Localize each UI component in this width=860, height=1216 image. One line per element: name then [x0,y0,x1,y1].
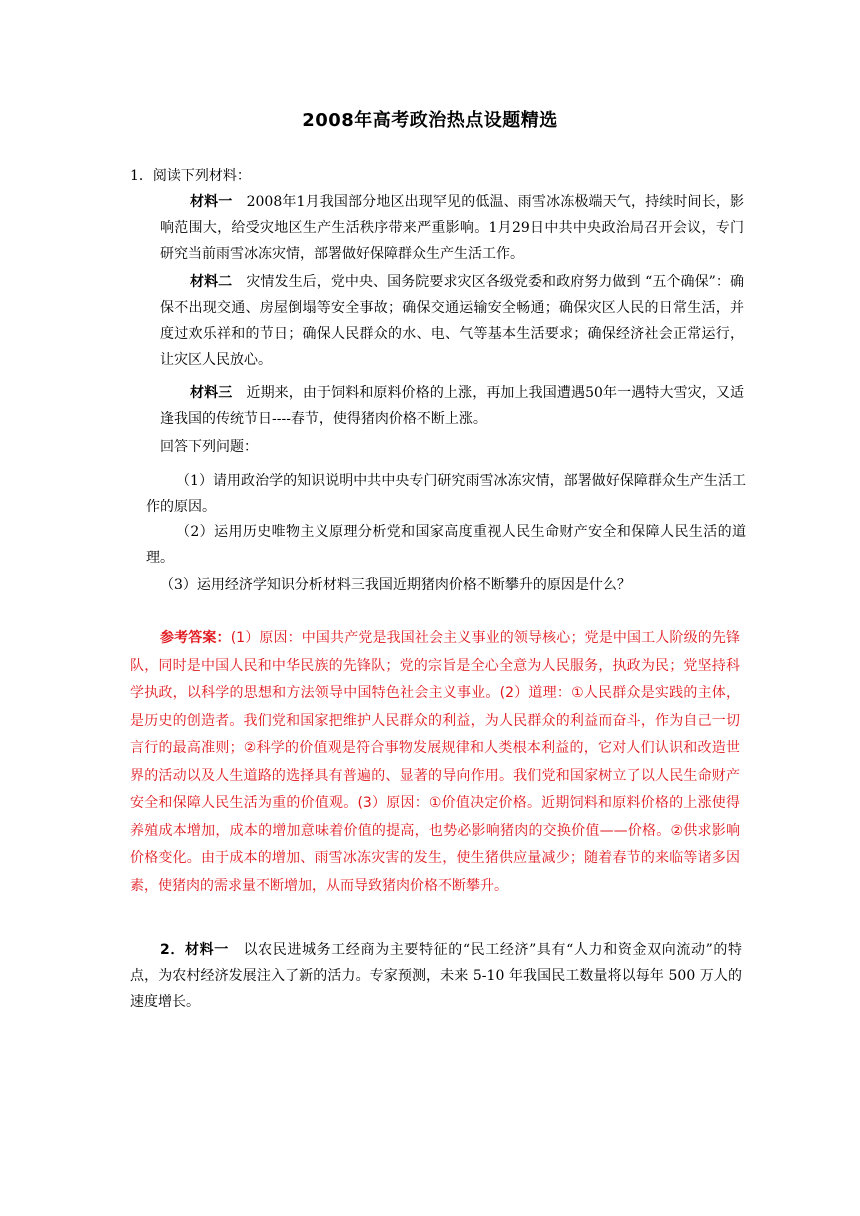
answer-prompt: 回答下列问题： [160,439,258,455]
material-label: 材料三 [190,385,233,401]
material-label: 材料一 [190,194,233,210]
material-2-paragraph [160,269,744,373]
sub-question-2: （2）运用历史唯物主义原理分析党和国家高度重视人民生命财产安全和保障人民生活的道理。 [146,524,746,566]
answer-text: (1）原因：中国共产党是我国社会主义事业的领导核心；党是中国工人阶级的先锋队，同时是中国人民和中华民族的先锋队；党的宗旨是全心全意为人民服务，执政为民；党坚持科学执政，以科学的思想和方法领导中国特色社会主义事业。(2）道理：①人民群众是实践的主体，是历史的创造者。我们党和国家把维护人民群众的利益，为人民群众的利益而奋斗，作为自己一切言行的最高准则；②科学的价值观是符合事物发展规律和人类根本利益的，它对人们认识和改造世界的活动以及人生道路的选择具有普遍的、显著的导向作用。我们党和国家树立了以人民生命财产安全和保障人民生活为重的价值观。(3）原因：①价值决定价格。近期饲料和原料价格的上涨使得养殖成本增加，成本的增加意味着价值的提高，也势必影响猪肉的交换价值——价格。②供求影响价格变化。由于成本的增加、雨雪冰冻灾害的发生，使生猪供应量减少；随着春节的来临等诸多因素，使猪肉的需求量不断增加，从而导致猪肉价格不断攀升。 [130,630,740,894]
reference-answer [130,625,740,900]
question-2-paragraph [130,937,742,1015]
material-1-paragraph [160,189,744,267]
material-text: 灾情发生后，党中央、国务院要求灾区各级党委和政府努力做到 “五个确保”：确保不出现交通、房屋倒塌等安全事故；确保交通运输安全畅通；确保灾区人民的日常生活，并度过欢乐祥和的节日；确保人民群众的水、电、气等基本生活要求；确保经济社会正常运行，让灾区人民放心。 [160,274,745,368]
page-title: 2008年高考政治热点设题精选 [302,110,558,131]
material-label: 材料一 [185,942,229,958]
material-text: 近期来，由于饲料和原料价格的上涨，再加上我国遭遇50年一遇特大雪灾，又适逢我国的传统节日----春节，使得猪肉价格不断上涨。 [160,385,745,427]
material-3-paragraph [160,380,744,432]
question-number: 2． [160,942,185,958]
material-text: 2008年1月我国部分地区出现罕见的低温、雨雪冰冻极端天气，持续时间长，影响范围大，给受灾地区生产生活秩序带来严重影响。1月29日中共中央政治局召开会议，专门研究当前雨雪冰冻灾情，部署做好保障群众生产生活工作。 [160,194,744,262]
sub-question-3: （3）运用经济学知识分析材料三我国近期猪肉价格不断攀升的原因是什么？ [160,577,631,593]
material-text: 以农民进城务工经商为主要特征的“民工经济”具有“人力和资金双向流动”的特点，为农村经济发展注入了新的活力。专家预测，未来 5-10 年我国民工数量将以每年 500 万人的速度增长。 [130,942,742,1010]
material-label: 材料二 [190,274,233,290]
question-1-intro: 1．阅读下列材料： [130,168,251,184]
sub-question-1: （1）请用政治学的知识说明中共中央专门研究雨雪冰冻灾情，部署做好保障群众生产生活工作的原因。 [146,473,746,515]
answer-label: 参考答案： [160,630,231,646]
